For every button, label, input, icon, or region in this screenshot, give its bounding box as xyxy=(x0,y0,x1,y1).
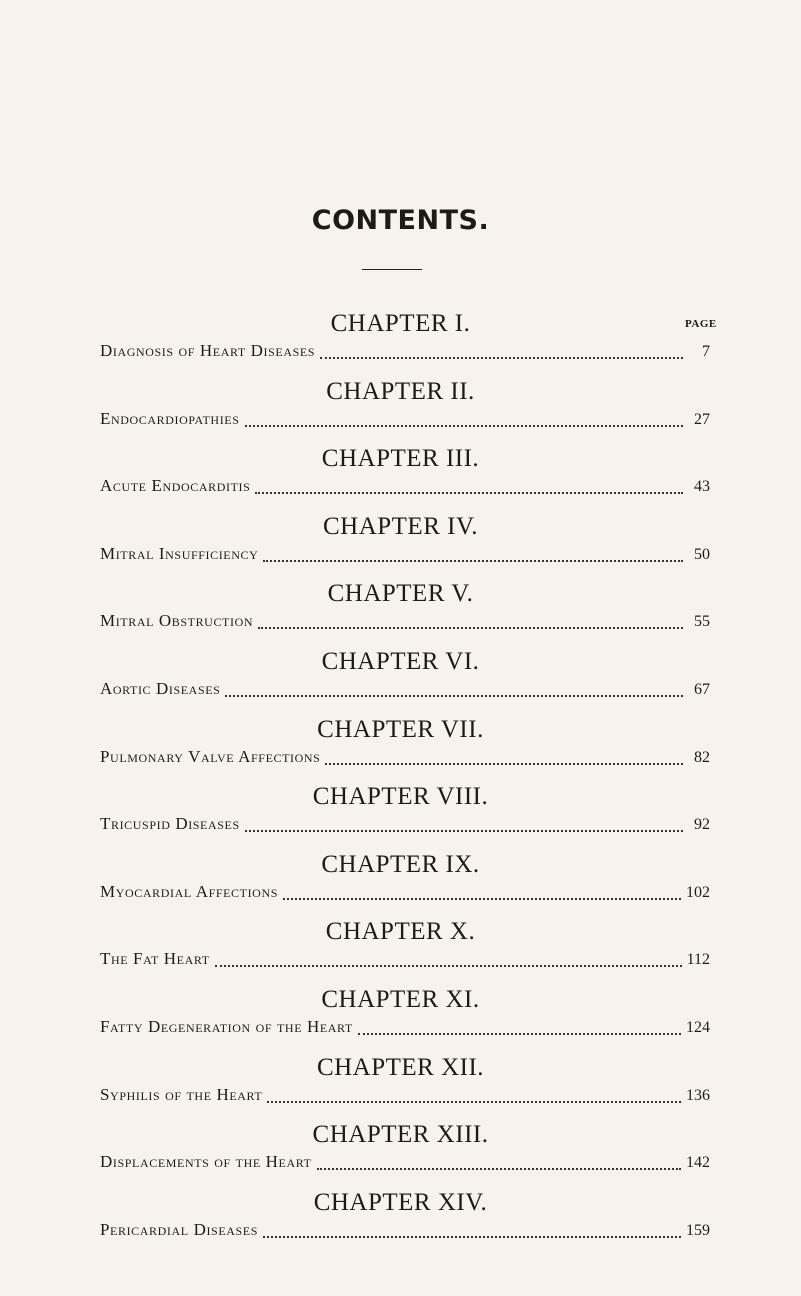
chapter-heading: CHAPTER VIII. xyxy=(312,783,489,810)
toc-entry-title: Pulmonary Valve Affections xyxy=(100,747,321,766)
toc-chapter-5 xyxy=(0,580,801,640)
toc-entry[interactable] xyxy=(100,1015,710,1039)
dot-leader xyxy=(283,897,681,900)
toc-entry[interactable] xyxy=(100,1083,710,1107)
toc-entry-page-number: 136 xyxy=(686,1087,710,1104)
toc-entry-title: The Fat Heart xyxy=(100,949,210,968)
toc-entry[interactable] xyxy=(100,745,710,769)
chapter-heading: CHAPTER XII. xyxy=(316,1054,485,1081)
toc-chapter-9 xyxy=(0,851,801,911)
toc-chapter-6 xyxy=(0,648,801,708)
chapter-heading: CHAPTER V. xyxy=(327,580,474,607)
chapter-heading: CHAPTER IX. xyxy=(321,851,480,878)
toc-chapter-10 xyxy=(0,918,801,978)
toc-entry[interactable] xyxy=(100,947,710,971)
toc-chapter-8 xyxy=(0,783,801,843)
toc-entry-page-number: 27 xyxy=(694,411,710,428)
dot-leader xyxy=(267,1100,681,1103)
toc-entry-page-number: 159 xyxy=(686,1222,710,1239)
toc-entry[interactable] xyxy=(100,407,710,431)
dot-leader xyxy=(358,1032,681,1035)
toc-entry-title: Fatty Degeneration of the Heart xyxy=(100,1017,353,1036)
toc-chapter-4 xyxy=(0,513,801,573)
page-title: CONTENTS. xyxy=(311,205,490,236)
chapter-heading: CHAPTER X. xyxy=(325,918,476,945)
toc-entry[interactable] xyxy=(100,1150,710,1174)
chapter-heading: CHAPTER III. xyxy=(321,445,480,472)
toc-chapter-14 xyxy=(0,1189,801,1249)
dot-leader xyxy=(258,626,683,629)
chapter-heading: CHAPTER II. xyxy=(326,378,475,405)
toc-entry-title: Endocardiopathies xyxy=(100,409,240,428)
toc-chapter-1 xyxy=(0,310,801,370)
toc-chapter-7 xyxy=(0,716,801,776)
toc-chapter-12 xyxy=(0,1054,801,1114)
toc-entry[interactable] xyxy=(100,1218,710,1242)
toc-chapter-2 xyxy=(0,378,801,438)
toc-entry[interactable] xyxy=(100,474,710,498)
toc-entry[interactable] xyxy=(100,542,710,566)
toc-entry[interactable] xyxy=(100,812,710,836)
dot-leader xyxy=(317,1167,681,1170)
chapter-heading: CHAPTER XIV. xyxy=(313,1189,488,1216)
toc-entry-title: Tricuspid Diseases xyxy=(100,814,240,833)
toc-entry-page-number: 50 xyxy=(694,546,710,563)
chapter-heading: CHAPTER XIII. xyxy=(312,1121,489,1148)
dot-leader xyxy=(255,491,683,494)
toc-entry-title: Pericardial Diseases xyxy=(100,1220,258,1239)
page-column-label: PAGE xyxy=(685,318,717,330)
chapter-heading: CHAPTER VII. xyxy=(317,716,484,743)
dot-leader xyxy=(320,356,683,359)
toc-entry-page-number: 7 xyxy=(702,343,710,360)
toc-chapter-3 xyxy=(0,445,801,505)
toc-entry-title: Aortic Diseases xyxy=(100,679,221,698)
dot-leader xyxy=(245,829,683,832)
toc-entry-title: Mitral Obstruction xyxy=(100,611,254,630)
dot-leader xyxy=(215,964,682,967)
toc-entry-page-number: 82 xyxy=(694,749,710,766)
toc-entry[interactable] xyxy=(100,609,710,633)
dot-leader xyxy=(263,559,683,562)
toc-entry-title: Acute Endocarditis xyxy=(100,476,251,495)
toc-entry-page-number: 92 xyxy=(694,816,710,833)
toc-entry-title: Myocardial Affections xyxy=(100,882,278,901)
toc-entry[interactable] xyxy=(100,677,710,701)
toc-entry-title: Displacements of the Heart xyxy=(100,1152,312,1171)
dot-leader xyxy=(325,762,683,765)
toc-entry[interactable] xyxy=(100,880,710,904)
toc-entry-page-number: 67 xyxy=(694,681,710,698)
chapter-heading: CHAPTER VI. xyxy=(321,648,480,675)
toc-entry-title: Diagnosis of Heart Diseases xyxy=(100,341,316,360)
toc-chapter-13 xyxy=(0,1121,801,1181)
toc-entry[interactable] xyxy=(100,339,710,363)
toc-entry-page-number: 142 xyxy=(686,1154,710,1171)
toc-entry-page-number: 112 xyxy=(686,951,710,968)
toc-entry-page-number: 55 xyxy=(694,613,710,630)
toc-chapter-11 xyxy=(0,986,801,1046)
dot-leader xyxy=(263,1235,681,1238)
toc-entry-title: Syphilis of the Heart xyxy=(100,1085,263,1104)
toc-entry-page-number: 124 xyxy=(686,1019,710,1036)
chapter-heading: CHAPTER IV. xyxy=(322,513,479,540)
toc-entry-page-number: 102 xyxy=(686,884,710,901)
dot-leader xyxy=(225,694,683,697)
dot-leader xyxy=(245,424,684,427)
chapter-heading: CHAPTER I. xyxy=(330,310,471,337)
toc-entry-title: Mitral Insufficiency xyxy=(100,544,259,563)
toc-entry-page-number: 43 xyxy=(694,478,710,495)
chapter-heading: CHAPTER XI. xyxy=(321,986,480,1013)
